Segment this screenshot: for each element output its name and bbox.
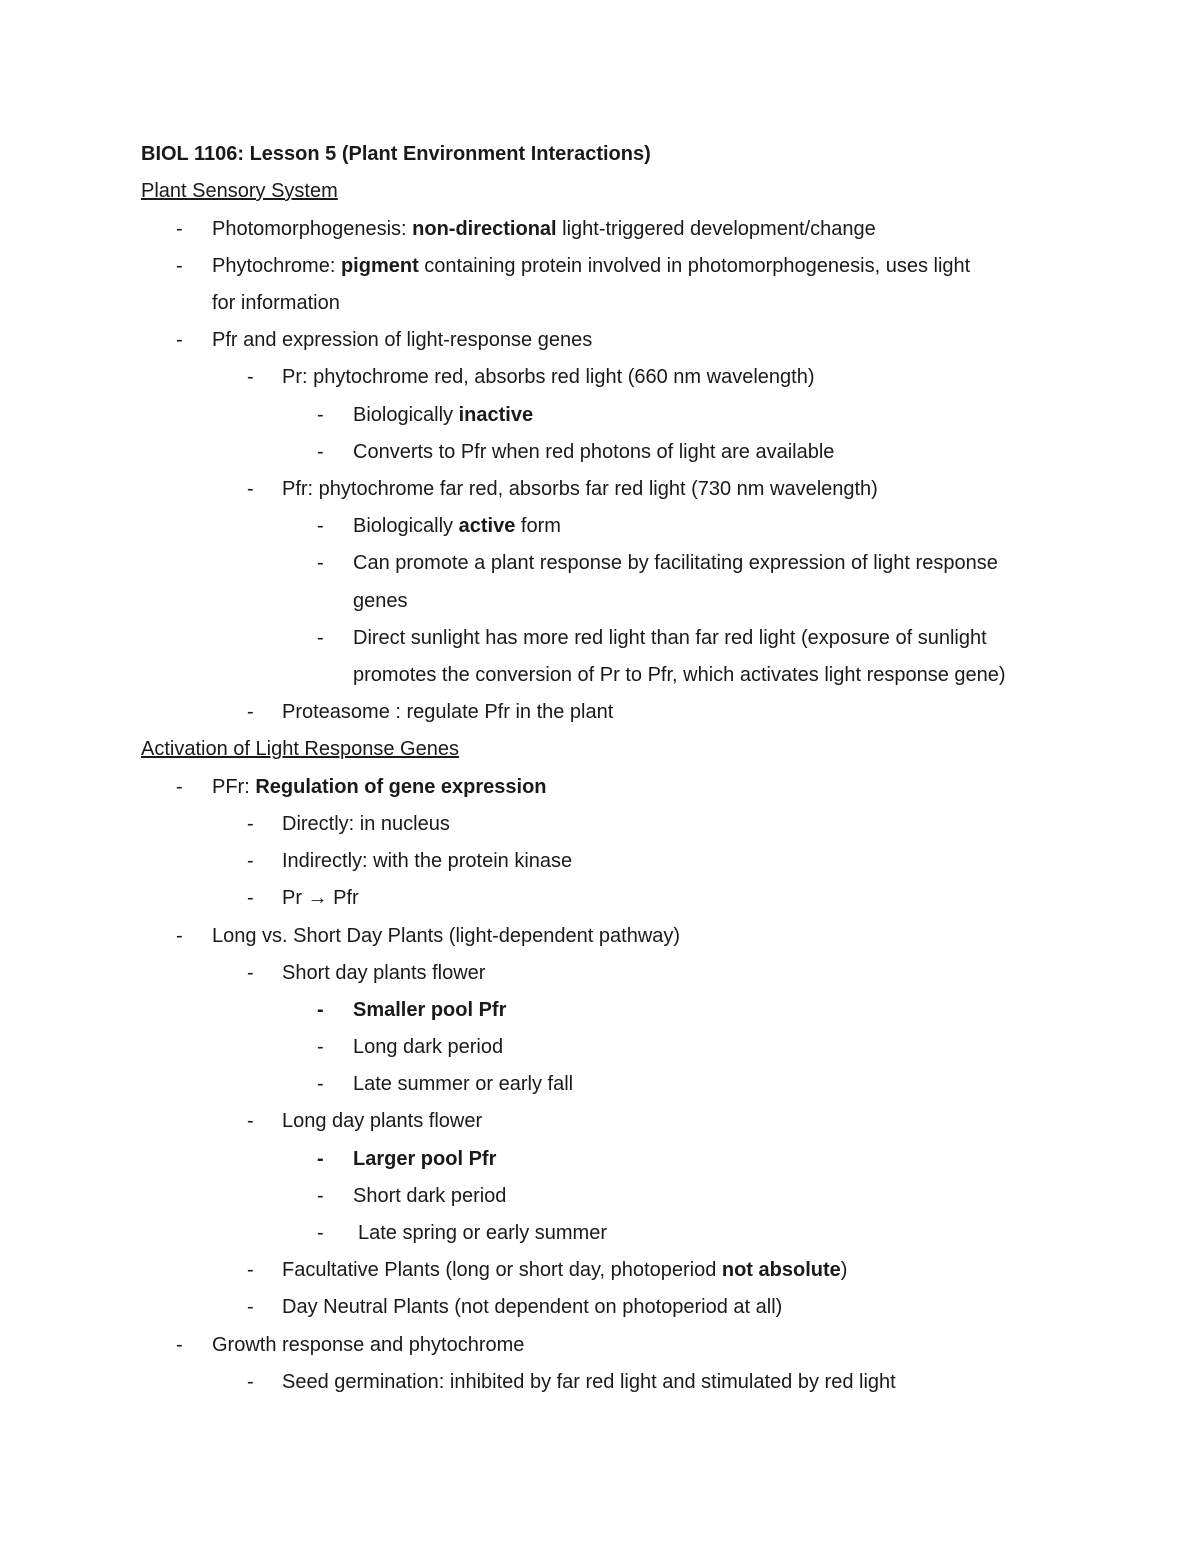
- bullet-dash: -: [176, 925, 183, 947]
- bullet-dash: -: [247, 366, 254, 388]
- bullet-text: Proteasome : regulate Pfr in the plant: [282, 701, 614, 723]
- bullet-dash: -: [317, 1222, 324, 1244]
- bullet-text: Growth response and phytochrome: [212, 1334, 525, 1356]
- bullet-text: Biologically active form: [353, 515, 561, 537]
- bullet-text: Biologically inactive: [353, 404, 534, 426]
- bullet-dash: -: [247, 1296, 254, 1318]
- bullet-text: Facultative Plants (long or short day, photoperiod not absolute): [282, 1259, 848, 1281]
- bullet-text: Phytochrome: pigment containing protein involved in photomorphogenesis, uses light: [212, 255, 971, 277]
- document-title: BIOL 1106: Lesson 5 (Plant Environment Interactions): [141, 143, 651, 165]
- bullet-text: Pr: phytochrome red, absorbs red light (660 nm wavelength): [282, 366, 815, 388]
- bullet-dash: -: [247, 1371, 254, 1393]
- bullet-text: Smaller pool Pfr: [353, 999, 507, 1021]
- bullet-dash: -: [317, 999, 324, 1021]
- bullet-text: Late summer or early fall: [353, 1073, 574, 1095]
- bullet-dash: -: [317, 1185, 324, 1207]
- bullet-text: Short dark period: [353, 1185, 507, 1207]
- bullet-text: Seed germination: inhibited by far red light and stimulated by red light: [282, 1371, 896, 1393]
- document-page: BIOL 1106: Lesson 5 (Plant Environment Interactions) Plant Sensory System - Photomorphogenesis: non-directional light-triggered development/change - Phytochrome: pigment containing protein involved in photomorphogenesis, uses light for information - Pfr and expression of light-response genes - Pr: phytochrome red, absorbs red light (660 nm wavelength) - Biologically inactive - Converts to Pfr when red photons of light are available - Pfr: phytochrome far red, absorbs far red light (730 nm wavelength) - Biologically active form - Can promote a plant response by facilitating expression of light response genes - Direct sunlight has more red light than far red light (exposure of sunlight promotes the conversion of Pr to Pfr, which activates light response gene) - Proteasome : regulate Pfr in the plant Activation of Light Response Genes - PFr: Regulation of gene expression - Directly: in nucleus - Indirectly: with the protein kinase - Pr → Pfr - Long vs. Short Day Plants (light-dependent pathway) - Short day plants flower - Smaller pool Pfr - Long dark period - Late summer or early fall - Long day plants flower - Larger pool Pfr - Short dark period - Late spring or early summer - Facultative Plants (long or short day, photoperiod not absolute) - Day Neutral Plants (not dependent on photoperiod at all) - Growth response and phytochrome - Seed germination: inhibited by far red light and stimulated by red light: [0, 0, 1200, 1553]
- bullet-text: Directly: in nucleus: [282, 813, 450, 835]
- bullet-dash: -: [247, 887, 254, 909]
- bullet-dash: -: [247, 701, 254, 723]
- bullet-dash: -: [247, 962, 254, 984]
- bullet-text: Can promote a plant response by facilitating expression of light response: [353, 552, 998, 574]
- bullet-dash: -: [176, 218, 183, 240]
- bullet-dash: -: [317, 552, 324, 574]
- bullet-dash: -: [317, 1073, 324, 1095]
- bullet-dash: -: [176, 1334, 183, 1356]
- bullet-dash: -: [176, 776, 183, 798]
- bullet-text: Short day plants flower: [282, 962, 486, 984]
- bullet-text: Pr → Pfr: [282, 887, 359, 909]
- bullet-dash: -: [247, 478, 254, 500]
- bullet-text: Photomorphogenesis: non-directional light-triggered development/change: [212, 218, 876, 240]
- section-heading-plant-sensory-system: Plant Sensory System: [141, 180, 338, 202]
- bullet-dash: -: [317, 627, 324, 649]
- bullet-text: Direct sunlight has more red light than far red light (exposure of sunlight: [353, 627, 987, 649]
- bullet-text: Late spring or early summer: [358, 1222, 607, 1244]
- section-heading-activation: Activation of Light Response Genes: [141, 738, 459, 760]
- bullet-text: PFr: Regulation of gene expression: [212, 776, 547, 798]
- bullet-dash: -: [176, 329, 183, 351]
- bullet-text: Day Neutral Plants (not dependent on photoperiod at all): [282, 1296, 783, 1318]
- bullet-text: Pfr and expression of light-response genes: [212, 329, 593, 351]
- bullet-dash: -: [176, 255, 183, 277]
- bullet-text: Long vs. Short Day Plants (light-dependent pathway): [212, 925, 681, 947]
- bullet-dash: -: [247, 1259, 254, 1281]
- bullet-dash: -: [247, 850, 254, 872]
- bullet-dash: -: [247, 1110, 254, 1132]
- bullet-dash: -: [317, 1148, 324, 1170]
- bullet-dash: -: [317, 404, 324, 426]
- bullet-text: Long dark period: [353, 1036, 504, 1058]
- bullet-text: Pfr: phytochrome far red, absorbs far red light (730 nm wavelength): [282, 478, 878, 500]
- bullet-dash: -: [317, 515, 324, 537]
- bullet-dash: -: [247, 813, 254, 835]
- bullet-text: Larger pool Pfr: [353, 1148, 497, 1170]
- bullet-text: Indirectly: with the protein kinase: [282, 850, 573, 872]
- bullet-text: Converts to Pfr when red photons of light are available: [353, 441, 835, 463]
- bullet-dash: -: [317, 441, 324, 463]
- bullet-dash: -: [317, 1036, 324, 1058]
- bullet-text: Long day plants flower: [282, 1110, 483, 1132]
